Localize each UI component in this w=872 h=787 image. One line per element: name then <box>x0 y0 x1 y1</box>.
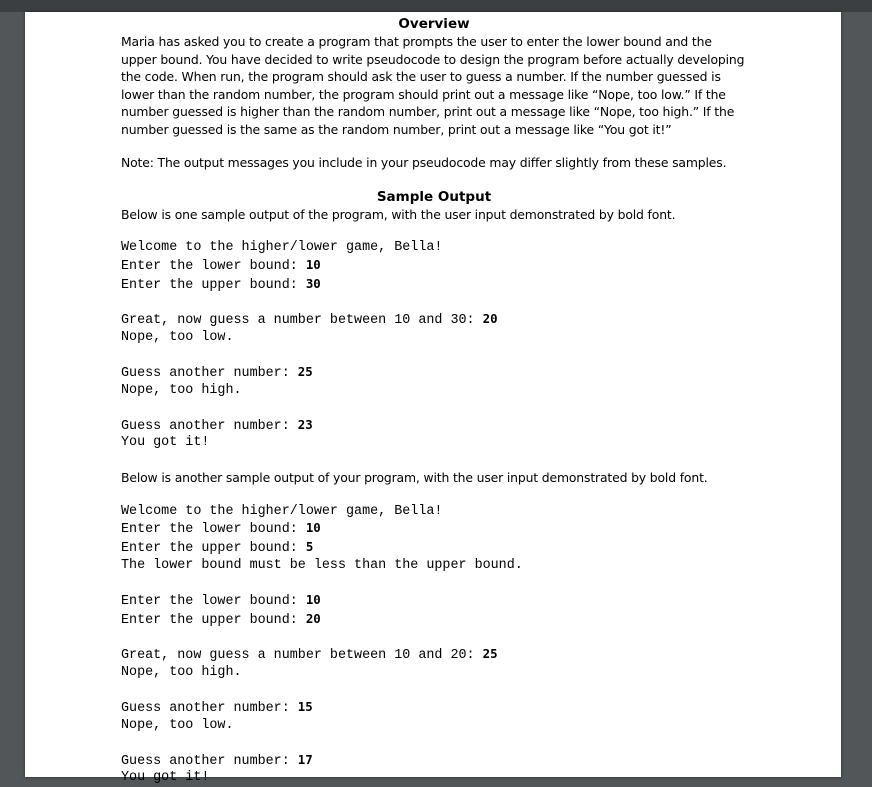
viewer-toolbar <box>0 0 872 12</box>
code-line: Guess another number: 17 <box>121 751 313 769</box>
code-line: Nope, too low. <box>121 330 234 346</box>
user-input: 25 <box>482 646 498 662</box>
user-input: 23 <box>297 416 313 432</box>
code-line: Nope, too low. <box>121 717 234 733</box>
sample-output-heading: Sample Output <box>376 188 492 205</box>
user-input: 25 <box>297 363 313 379</box>
code-line: Guess another number: 23 <box>121 416 313 434</box>
code-line: Nope, too high. <box>121 382 242 398</box>
code-line: Great, now guess a number between 10 and 20: 25 <box>121 646 498 664</box>
user-input: 30 <box>305 275 321 291</box>
code-line: Welcome to the higher/lower game, Bella! <box>121 503 443 519</box>
code-line: Enter the lower bound: 10 <box>121 591 321 609</box>
user-input: 15 <box>297 699 313 715</box>
code-line: Nope, too high. <box>121 665 242 681</box>
code-line: Enter the upper bound: 5 <box>121 539 314 557</box>
user-input: 10 <box>305 591 321 607</box>
sample2-output <box>121 504 747 787</box>
code-line: Enter the upper bound: 30 <box>121 275 321 293</box>
note-paragraph: Note: The output messages you include in your pseudocode may differ slightly from these samples. <box>121 155 727 170</box>
user-input: 20 <box>482 311 498 327</box>
user-input: 20 <box>305 610 321 626</box>
sample1-intro: Below is one sample output of the program, with the user input demonstrated by bold font. <box>121 206 676 222</box>
overview-heading: Overview <box>398 16 470 32</box>
code-line: Enter the lower bound: 10 <box>121 520 321 538</box>
sample1-output <box>121 240 747 452</box>
code-line: Enter the lower bound: 10 <box>121 256 321 274</box>
code-line: Guess another number: 25 <box>121 363 313 381</box>
viewer-left-gutter <box>0 12 25 777</box>
code-line: The lower bound must be less than the upper bound. <box>121 558 523 574</box>
code-line: Great, now guess a number between 10 and 30: 20 <box>121 311 498 329</box>
code-line: Guess another number: 15 <box>121 699 313 717</box>
code-line: Enter the upper bound: 20 <box>121 610 321 628</box>
user-input: 17 <box>297 751 313 767</box>
viewer-scroll-gutter[interactable] <box>841 12 872 777</box>
user-input: 10 <box>305 520 321 536</box>
document-page <box>25 12 841 786</box>
code-line: You got it! <box>121 435 210 451</box>
page-content <box>121 15 747 787</box>
code-line: Welcome to the higher/lower game, Bella! <box>121 240 443 255</box>
overview-paragraph: Maria has asked you to create a program that prompts the user to enter the lower bound and the upper bound. You have decided to write pseudocode to design the program before actually developing the code. When run, the program should ask the user to guess a number. If the number guessed is lower than the random number, the program should print out a message like “Nope, too low.” If the number guessed is higher than the random number, print out a message like “Nope, too high.” If the number guessed is the same as the random number, print out a message like “You got it!” <box>121 34 745 137</box>
user-input: 10 <box>305 256 321 272</box>
user-input: 5 <box>305 539 314 555</box>
sample2-intro: Below is another sample output of your program, with the user input demonstrated by bold font. <box>121 470 708 486</box>
code-line: You got it! <box>121 770 210 786</box>
